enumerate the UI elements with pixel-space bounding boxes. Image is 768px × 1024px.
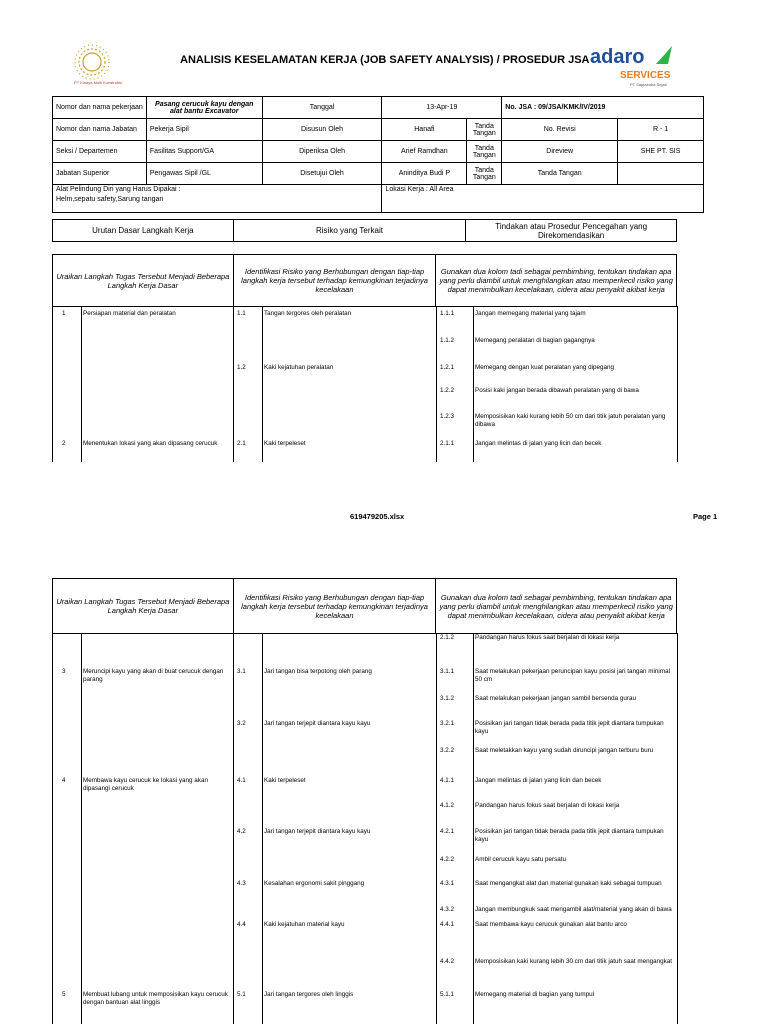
risk-number: 3.1 [237, 668, 246, 675]
action-text: Jangan memegang material yang tajam [475, 310, 586, 317]
step-text: Membuat lubang untuk memposisikan kayu cerucuk dengan bantuan alat linggis [83, 991, 228, 1006]
brand-sub: SERVICES [620, 70, 671, 81]
col-head-actions: Gunakan dua kolom tadi sebagai pembimbing, tentukan tindakan apa yang perlu diambil untuk menghilangkan atau memperkecil risiko yang dapat menimbulkan kecelakaan, cidera atau penyakit akibat kerja [436, 255, 677, 307]
prepared-label: Disusun Oleh [262, 119, 382, 141]
position-label: Nomor dan nama Jabatan [53, 119, 147, 141]
col-head-steps: Uraikan Langkah Tugas Tersebut Menjadi Beberapa Langkah Kerja Dasar [53, 579, 234, 634]
table-column-border [233, 633, 234, 1024]
adaro-logo [590, 44, 680, 94]
table-column-border [436, 633, 437, 1024]
col-head-steps: Uraikan Langkah Tugas Tersebut Menjadi Beberapa Langkah Kerja Dasar [53, 255, 234, 307]
col-head-actions: Gunakan dua kolom tadi sebagai pembimbing, tentukan tindakan apa yang perlu diambil untuk menghilangkan atau memperkecil risiko yang dapat menimbulkan kecelakaan, cidera atau penyakit akibat kerja [436, 579, 677, 634]
action-number: 3.2.2 [440, 747, 455, 754]
action-number: 1.1.2 [440, 337, 455, 344]
section-head-actions: Tindakan atau Prosedur Pencegahan yang Direkomendasikan [466, 220, 677, 242]
table-column-border [262, 306, 263, 462]
column-heads-p2 [52, 578, 677, 634]
column-heads-p1 [52, 254, 677, 307]
risk-text: Kesalahan ergonomi sakit pinggang [264, 880, 365, 887]
review-label: Direview [502, 141, 618, 163]
action-number: 4.1.1 [440, 777, 455, 784]
risk-number: 3.2 [237, 720, 246, 727]
info-table [52, 96, 704, 213]
action-text: Saat melakukan pekerjaan jangan sambil bersenda gurau [475, 695, 637, 702]
action-number: 2.1.1 [440, 440, 455, 447]
company-logo [62, 42, 122, 102]
action-text: Jangan melintas di jalan yang licin dan becek [475, 440, 602, 447]
action-text: Memegang material di bagian yang tumpul [475, 991, 595, 998]
table-column-border [81, 633, 82, 1024]
col-head-risks: Identifikasi Risiko yang Berhubungan dengan tiap-tiap langkah kerja tersebut terhadap kemungkinan terjadinya kecelakaan [233, 255, 436, 307]
risk-number: 2.1 [237, 440, 246, 447]
action-text: Memposisikan kaki kurang lebih 50 cm dari titik jatuh peralatan yang dibawa [475, 413, 666, 428]
jsa-number: No. JSA : 09/JSA/KMK/IV/2019 [502, 97, 704, 119]
risk-number: 5.1 [237, 991, 246, 998]
company-name-small: PT Kinaya Multi Konstruksi [74, 80, 122, 85]
risk-number: 4.2 [237, 828, 246, 835]
step-number: 2 [62, 440, 66, 447]
risk-text: Tangan tergores oleh peralatan [264, 310, 352, 317]
risk-number: 1.2 [237, 364, 246, 371]
action-number: 1.1.1 [440, 310, 455, 317]
action-text: Saat membawa kayu cerucuk gunakan alat bantu arco [475, 921, 627, 928]
action-text: Posisikan jari tangan tidak berada pada titik jepit diantara tumpukan kayu [475, 720, 664, 735]
action-text: Saat melakukan pekerjaan peruncipan kayu posisi jari tangan minimal 50 cm [475, 668, 670, 683]
position-value: Pekerja Sipil [146, 119, 262, 141]
date-value: 13-Apr-19 [382, 97, 502, 119]
risk-number: 4.1 [237, 777, 246, 784]
job-label: Nomor dan nama pekerjaan [53, 97, 147, 119]
action-number: 4.3.2 [440, 906, 455, 913]
risk-text: Jari tangan terjepit diantara kayu kayu [264, 828, 371, 835]
prepared-value: Hanafi [382, 119, 467, 141]
action-text: Jangan melintas di jalan yang licin dan becek [475, 777, 602, 784]
ppe-value: Helm,sepatu safety,Sarung tangan [56, 196, 164, 203]
step-text: Menentukan lokasi yang akan dipasang cerucuk [83, 440, 218, 447]
signature-label: Tanda Tangan [467, 163, 502, 185]
risk-number: 4.4 [237, 921, 246, 928]
approved-label: Disetujui Oleh [262, 163, 382, 185]
action-number: 1.2.3 [440, 413, 455, 420]
ppe-label: Alat Pelindung Diri yang Harus Dipakai : [56, 186, 181, 193]
risk-number: 1.1 [237, 310, 246, 317]
step-number: 4 [62, 777, 66, 784]
table-column-border [473, 306, 474, 462]
action-text: Memegang dengan kuat peralatan yang dipegang [475, 364, 614, 371]
checked-label: Diperiksa Oleh [262, 141, 382, 163]
table-column-border [81, 306, 82, 462]
table-column-border [52, 306, 53, 462]
file-name: 619479205.xlsx [350, 512, 405, 521]
risk-text: Kaki kejatuhan material kayu [264, 921, 345, 928]
revision-label: No. Revisi [502, 119, 618, 141]
date-label: Tanggal [262, 97, 382, 119]
action-number: 4.4.1 [440, 921, 455, 928]
step-number: 3 [62, 668, 66, 675]
action-number: 4.1.2 [440, 802, 455, 809]
action-number: 4.4.2 [440, 958, 455, 965]
superior-label: Jabatan Superior [53, 163, 147, 185]
table-column-border [436, 306, 437, 462]
action-text: Jangan membungkuk saat mengambil alat/material yang akan di bawa [475, 906, 672, 913]
checked-value: Arief Ramdhan [382, 141, 467, 163]
section-head-risks: Risiko yang Terkait [233, 220, 466, 242]
section-head-steps: Urutan Dasar Langkah Kerja [53, 220, 234, 242]
action-text: Saat meletakkan kayu yang sudah diruncipi jangan terburu buru [475, 747, 654, 754]
action-number: 4.2.2 [440, 856, 455, 863]
action-text: Saat mengangkat alat dan material gunakan kaki sebagai tumpuan [475, 880, 662, 887]
job-value: Pasang cerucuk kayu dengan alat bantu Excavator [146, 97, 262, 119]
risk-text: Kaki kejatuhan peralatan [264, 364, 334, 371]
location: Lokasi Kerja : All Area [382, 185, 704, 213]
risk-text: Kaki terpeleset [264, 777, 306, 784]
step-number: 5 [62, 991, 66, 998]
ppe-cell [53, 185, 382, 213]
table-column-border [677, 633, 678, 1024]
action-text: Ambil cerucuk kayu satu persatu [475, 856, 566, 863]
risk-number: 4.3 [237, 880, 246, 887]
col-head-risks: Identifikasi Risiko yang Berhubungan dengan tiap-tiap langkah kerja tersebut terhadap kemungkinan terjadinya kecelakaan [233, 579, 436, 634]
signature-label: Tanda Tangan [467, 119, 502, 141]
action-text: Posisi kaki jangan berada dibawah peralatan yang di bawa [475, 387, 639, 394]
table-column-border [233, 306, 234, 462]
brand-tag: PT Saptaindra Sejati [630, 82, 667, 87]
action-number: 3.1.2 [440, 695, 455, 702]
section-heads [52, 219, 677, 242]
action-number: 1.2.2 [440, 387, 455, 394]
action-text: Posisikan jari tangan tidak berada pada titik jepit diantara tumpukan kayu [475, 828, 664, 843]
risk-text: Jari tangan tergores oleh linggis [264, 991, 354, 998]
leaf-icon [654, 44, 674, 66]
signature-label: Tanda Tangan [467, 141, 502, 163]
step-text: Persiapan material dan peralatan [83, 310, 176, 317]
table-column-border [52, 633, 53, 1024]
section-label: Seksi / Departemen [53, 141, 147, 163]
risk-text: Jari tangan bisa terpotong oleh parang [264, 668, 372, 675]
step-number: 1 [62, 310, 66, 317]
step-text: Membawa kayu cerucuk ke lokasi yang akan dipasangi cerucuk [83, 777, 208, 792]
step-text: Meruncipi kayu yang akan di buat cerucuk dengan parang [83, 668, 224, 683]
action-number: 5.1.1 [440, 991, 455, 998]
signature-label: Tanda Tangan [502, 163, 618, 185]
risk-text: Jari tangan terjepit diantara kayu kayu [264, 720, 371, 727]
action-text: Pandangan harus fokus saat berjalan di lokasi kerja [475, 634, 620, 641]
action-number: 1.2.1 [440, 364, 455, 371]
brand-name: adaro [590, 46, 645, 68]
revision-value: R - 1 [618, 119, 704, 141]
table-column-border [677, 306, 678, 462]
table-row-border [52, 306, 677, 307]
action-number: 4.3.1 [440, 880, 455, 887]
document-title: ANALISIS KESELAMATAN KERJA (JOB SAFETY ANALYSIS) / PROSEDUR JSA [180, 54, 590, 66]
superior-value: Pengawas Sipil /GL [146, 163, 262, 185]
action-number: 4.2.1 [440, 828, 455, 835]
action-text: Pandangan harus fokus saat berjalan di lokasi kerja [475, 802, 620, 809]
review-value: SHE PT. SIS [618, 141, 704, 163]
action-text: Memposisikan kaki kurang lebih 30 cm dari titik jatuh saat mengangkat [475, 958, 673, 965]
risk-text: Kaki terpeleset [264, 440, 306, 447]
action-text: Memegang peralatan di bagian gagangnya [475, 337, 595, 344]
action-number: 3.2.1 [440, 720, 455, 727]
approved-value: Aninditya Budi P [382, 163, 467, 185]
action-number: 2.1.2 [440, 634, 455, 641]
action-number: 3.1.1 [440, 668, 455, 675]
section-value: Fasilitas Support/GA [146, 141, 262, 163]
page-number: Page 1 [693, 512, 718, 521]
